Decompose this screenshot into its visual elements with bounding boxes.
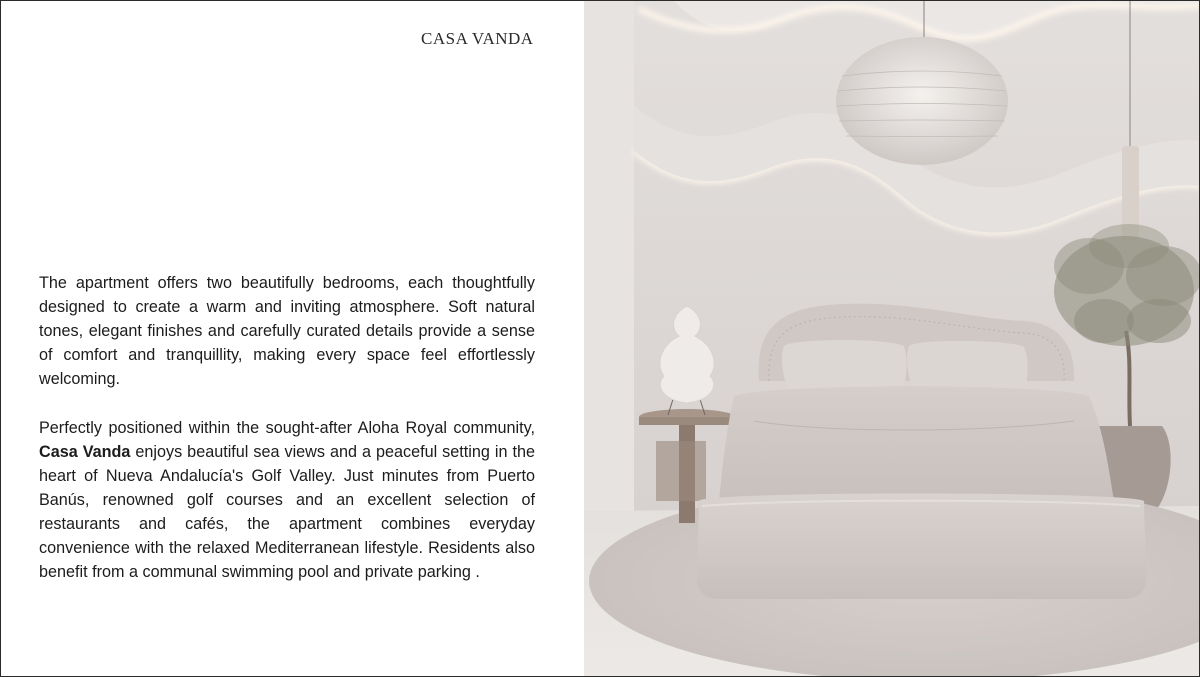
bedroom-illustration — [584, 1, 1200, 677]
property-name-highlight: Casa Vanda — [39, 443, 131, 461]
pillow-left — [782, 340, 907, 394]
paragraph-location — [39, 416, 535, 584]
bed-base — [697, 494, 1146, 600]
duvet — [719, 386, 1114, 501]
paragraph-location-intro: Perfectly positioned within the sought-after Aloha Royal community, — [39, 419, 535, 437]
text-panel — [1, 1, 584, 677]
brand-logo: CASA VANDA — [421, 29, 534, 48]
paragraph-bedrooms: The apartment offers two beautifully bedrooms, each thoughtfully designed to create a warm and inviting atmosphere. Soft natural tones, elegant finishes and carefully curated details provide a sense of comfort and tranquillity, making every space feel effortlessly welcoming. — [39, 274, 535, 388]
pillow-right — [907, 341, 1028, 394]
paragraph-location-body: enjoys beautiful sea views and a peaceful setting in the heart of Nueva Andalucía's Golf Valley. Just minutes from Puerto Banús, renowned golf courses and an excellent selection of restaurants and cafés, the apartment combines everyday convenience with the relaxed Mediterranean lifestyle. Residents also benefit from a communal swimming pool and private parking . — [39, 443, 535, 581]
bedroom-photo — [584, 1, 1200, 677]
description-block — [39, 271, 535, 609]
paper-lantern — [836, 37, 1008, 165]
